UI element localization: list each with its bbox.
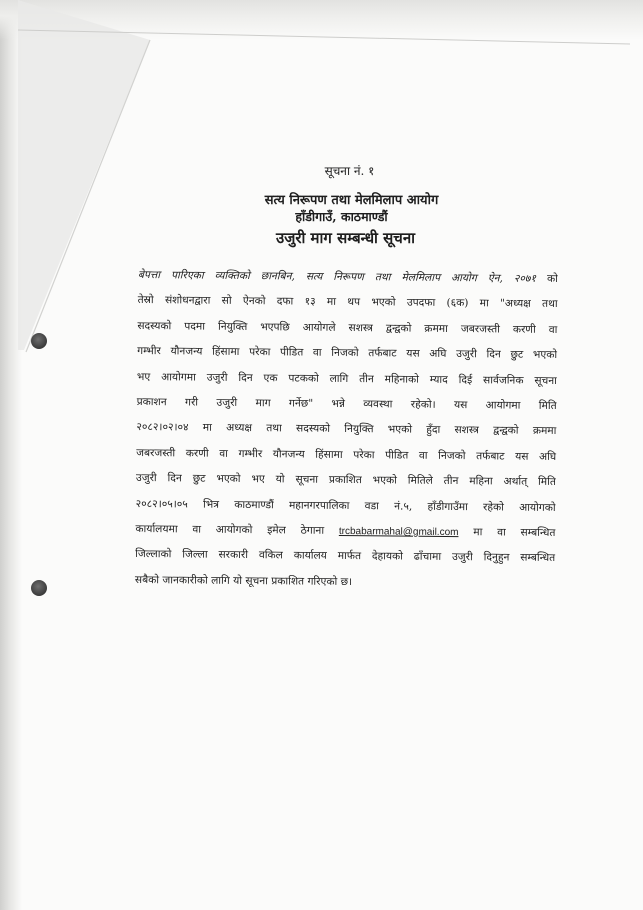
notice-number: सूचना नं. १ [324, 164, 375, 178]
body-line-8: जबरजस्ती करणी वा गम्भीर यौनजन्य हिंसामा परेका पीडित वा निजको तर्फबाट यस अघि [136, 446, 557, 463]
body-line-9: उजुरी दिन छुट भएको भए यो सूचना प्रकाशित भएको मितिले तीन महिना अर्थात् मिति [135, 472, 556, 489]
body-line-3: सदस्यको पदमा नियुक्ति भएपछि आयोगले सशस्त्र द्वन्द्वको क्रममा जबरजस्ती करणी वा [137, 319, 558, 336]
body-line-11-before: कार्यालयमा वा आयोगको इमेल ठेगाना [135, 522, 325, 537]
body-line-13: सबैको जानकारीको लागि यो सूचना प्रकाशित गरिएको छ। [134, 573, 353, 588]
body-line-7: २०८२।०२।०४ मा अध्यक्ष तथा सदस्यको नियुक्ति भएको हुँदा सशस्त्र द्वन्द्वको क्रममा [136, 421, 557, 438]
body-line-1-rest: को [546, 272, 558, 286]
body-line-11-after: मा वा सम्बन्धित [473, 526, 556, 539]
email-address[interactable]: trcbabarmahal@gmail.com [338, 525, 459, 538]
organization-address: हाँडीगाउँ, काठमाण्डौं [295, 209, 388, 224]
organization-name: सत्य निरूपण तथा मेलमिलाप आयोग [264, 193, 439, 208]
body-line-10: २०८२।०५।०५ भित्र काठमाण्डौं महानगरपालिका वडा नं.५, हाँडीगाउँमा रहेको आयोगको [135, 497, 556, 514]
body-line-4: गम्भीर यौनजन्य हिंसामा परेका पीडित वा निजको तर्फबाट यस अघि उजुरी दिन छुट भएको [137, 345, 558, 362]
notice-body [135, 263, 558, 597]
punch-hole-bottom [31, 580, 47, 596]
body-line-12: जिल्लाको जिल्ला सरकारी वकिल कार्यालय मार्फत देहायको ढाँचामा उजुरी दिनुहुन सम्बन्धित [135, 548, 556, 565]
notice-title: उजुरी माग सम्बन्धी सूचना [275, 229, 416, 247]
body-line-2: तेस्रो संशोधनद्वारा सो ऐनको दफा १३ मा थप भएको उपदफा (६क) मा "अध्यक्ष तथा [137, 294, 558, 311]
body-line-6: प्रकाशन गरी उजुरी माग गर्नेछ" भन्ने व्यवस्था रहेको। यस आयोगमा मिति [136, 395, 557, 412]
body-line-5: भए आयोगमा उजुरी दिन एक पटकको लागि तीन महिनाको म्याद दिई सार्वजनिक सूचना [136, 370, 557, 387]
punch-hole-top [31, 333, 47, 349]
act-reference: बेपत्ता पारिएका व्यक्तिको छानबिन, सत्य निरूपण तथा मेलमिलाप आयोग ऐन, २०७१ [137, 268, 536, 285]
